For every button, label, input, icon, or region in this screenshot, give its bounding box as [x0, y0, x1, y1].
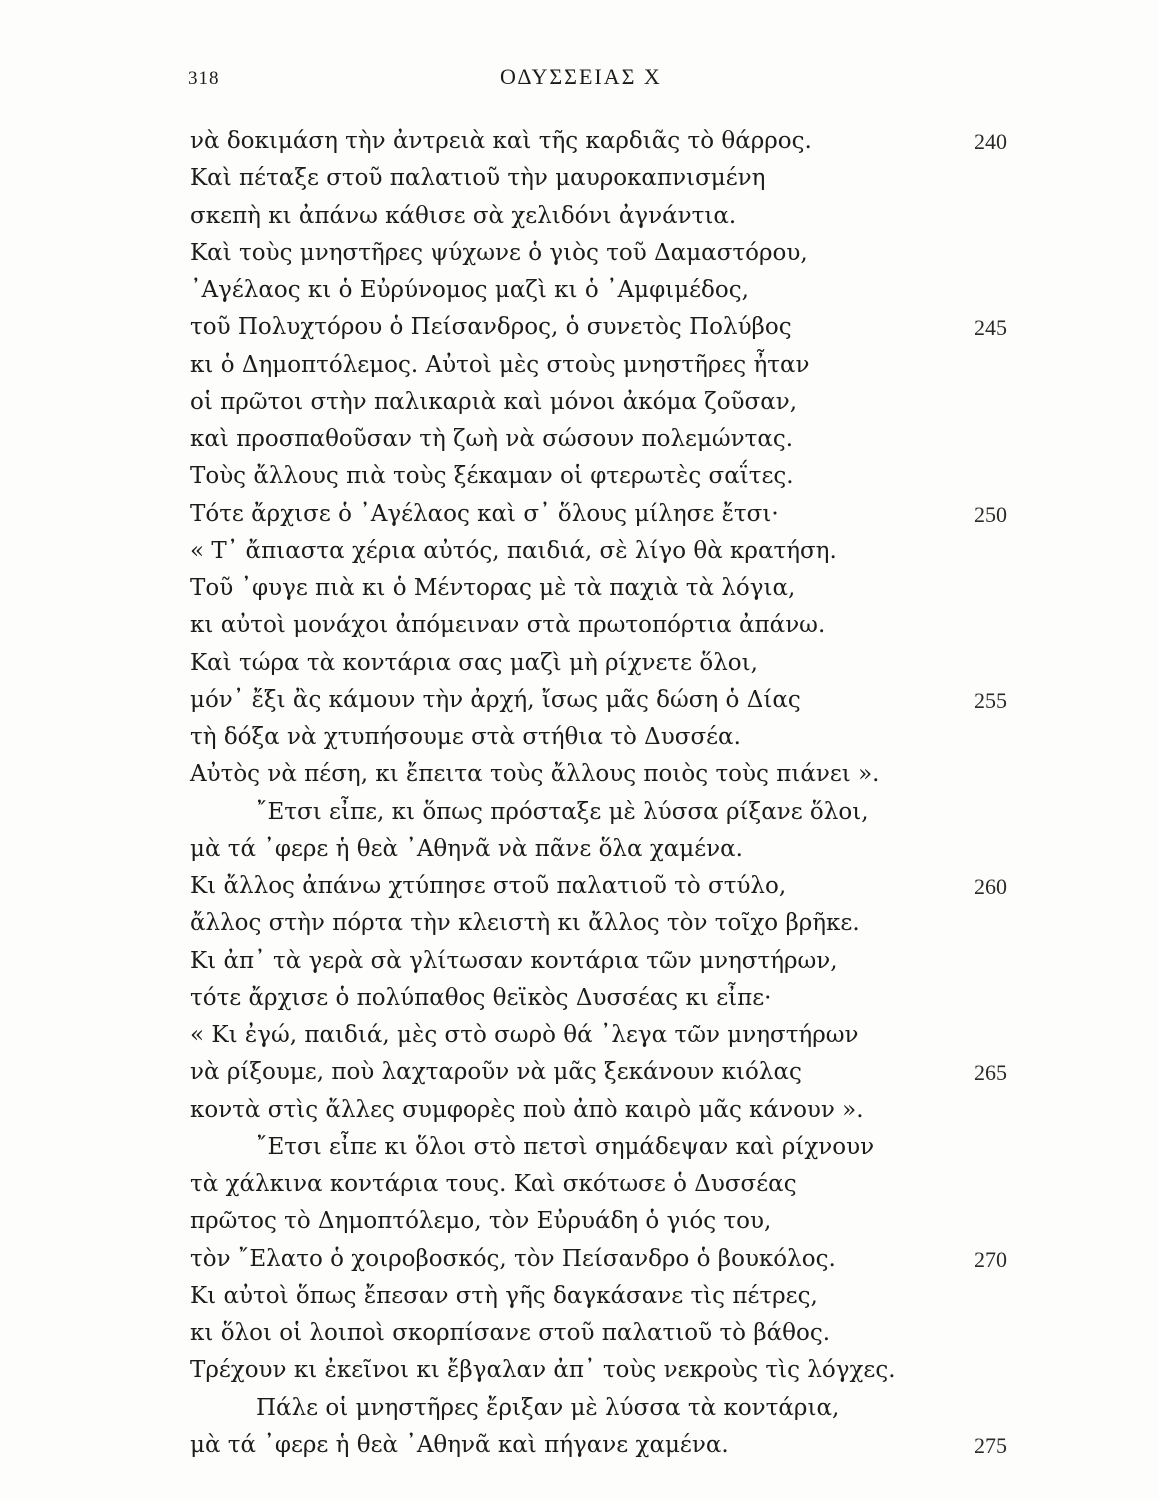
verse-line	[190, 272, 1110, 309]
verse-text: Τοὺς ἄλλους πιὰ τοὺς ξέκαμαν οἱ φτερωτὲς σαΐτες.	[190, 463, 794, 490]
verse-line	[190, 719, 1110, 756]
verse-text: Πάλε οἱ μνηστῆρες ἔριξαν μὲ λύσσα τὰ κοντάρια,	[256, 1394, 840, 1421]
verse-text: τοῦ Πολυχτόρου ὁ Πείσανδρος, ὁ συνετὸς Πολύβος	[190, 314, 792, 341]
verse-text: νὰ δοκιμάση τὴν ἀντρειὰ καὶ τῆς καρδιᾶς τὸ θάρρος.	[190, 128, 812, 154]
verse-line	[190, 458, 1110, 495]
verse-line	[190, 309, 1110, 346]
verse-text: Τοῦ ᾽φυγε πιὰ κι ὁ Μέντορας μὲ τὰ παχιὰ τὰ λόγια,	[190, 575, 796, 601]
verse-text: Κι ἄλλος ἀπάνω χτύπησε στοῦ παλατιοῦ τὸ στύλο,	[190, 873, 787, 899]
verse-line	[190, 1203, 1110, 1240]
verse-line	[190, 682, 1110, 719]
verse-text: καὶ προσπαθοῦσαν τὴ ζωὴ νὰ σώσουν πολεμώντας.	[190, 426, 794, 452]
verse-line	[190, 421, 1110, 458]
verse-line	[190, 198, 1110, 235]
verse-line	[190, 160, 1110, 197]
verse-line	[190, 905, 1110, 942]
verse-line	[190, 1315, 1110, 1352]
verse-line	[190, 1054, 1110, 1091]
verse-text: σκεπὴ κι ἀπάνω κάθισε σὰ χελιδόνι ἀγνάντια.	[190, 202, 737, 229]
line-number: 245	[974, 315, 1007, 341]
verse-text: νὰ ρίξουμε, ποὺ λαχταροῦν νὰ μᾶς ξεκάνουν κιόλας	[190, 1059, 802, 1086]
verse-line	[190, 1092, 1110, 1129]
verse-line	[190, 347, 1110, 384]
verse-line	[190, 1166, 1110, 1203]
verse-text: ᾽Αγέλαος κι ὁ Εὐρύνομος μαζὶ κι ὁ ᾽Αμφιμέδος,	[190, 277, 749, 303]
verse-line	[190, 496, 1110, 533]
verse-text: Τότε ἄρχισε ὁ ᾽Αγέλαος καὶ σ᾽ ὅλους μίλησε ἔτσι·	[190, 500, 779, 527]
verse-text: Κι αὐτοὶ ὅπως ἔπεσαν στὴ γῆς δαγκάσανε τὶς πέτρες,	[190, 1282, 818, 1309]
verse-text: Καὶ τώρα τὰ κοντάρια σας μαζὶ μὴ ρίχνετε ὅλοι,	[190, 649, 758, 676]
verse-text: τότε ἄρχισε ὁ πολύπαθος θεϊκὸς Δυσσέας κι εἶπε·	[190, 984, 772, 1011]
verse-text: κι ὅλοι οἱ λοιποὶ σκορπίσανε στοῦ παλατιοῦ τὸ βάθος.	[190, 1320, 831, 1346]
verse-line	[190, 1390, 1110, 1427]
verse-line	[190, 533, 1110, 570]
verse-line	[190, 1241, 1110, 1278]
verse-line	[190, 1352, 1110, 1389]
verse-line	[190, 980, 1110, 1017]
verse-text: ἄλλος στὴν πόρτα τὴν κλειστὴ κι ἄλλος τὸν τοῖχο βρῆκε.	[190, 910, 860, 937]
verse-text: τὸν ῎Ελατο ὁ χοιροβοσκός, τὸν Πείσανδρο ὁ βουκόλος.	[190, 1245, 836, 1272]
verse-text: Κι ἀπ᾽ τὰ γερὰ σὰ γλίτωσαν κοντάρια τῶν μνηστήρων,	[190, 947, 838, 974]
verse-line	[190, 570, 1110, 607]
verse-text: κι αὐτοὶ μονάχοι ἀπόμειναν στὰ πρωτοπόρτια ἀπάνω.	[190, 612, 826, 639]
verse-block	[190, 123, 1110, 1464]
verse-line	[190, 943, 1110, 980]
verse-text: τὴ δόξα νὰ χτυπήσουμε στὰ στήθια τὸ Δυσσέα.	[190, 724, 741, 750]
verse-line	[190, 756, 1110, 793]
verse-text: Καὶ τοὺς μνηστῆρες ψύχωνε ὁ γιὸς τοῦ Δαμαστόρου,	[190, 239, 808, 266]
verse-text: Τρέχουν κι ἐκεῖνοι κι ἔβγαλαν ἀπ᾽ τοὺς νεκροὺς τὶς λόγχες.	[190, 1357, 896, 1384]
verse-line	[190, 868, 1110, 905]
verse-text: « Τ᾽ ἄπιαστα χέρια αὐτός, παιδιά, σὲ λίγο θὰ κρατήση.	[190, 537, 837, 564]
verse-text: πρῶτος τὸ Δημοπτόλεμο, τὸν Εὐρυάδη ὁ γιός του,	[190, 1208, 772, 1235]
verse-line	[190, 384, 1110, 421]
verse-line	[190, 1017, 1110, 1054]
line-number: 275	[974, 1432, 1007, 1458]
verse-text: τὰ χάλκινα κοντάρια τους. Καὶ σκότωσε ὁ Δυσσέας	[190, 1171, 797, 1197]
line-number: 240	[974, 129, 1007, 154]
verse-text: μόν᾽ ἔξι ἂς κάμουν τὴν ἀρχή, ἴσως μᾶς δώση ὁ Δίας	[190, 686, 801, 713]
verse-line	[190, 1427, 1110, 1464]
verse-text: « Κι ἐγώ, παιδιά, μὲς στὸ σωρὸ θά ᾽λεγα τῶν μνηστήρων	[190, 1022, 859, 1048]
line-number: 270	[974, 1246, 1007, 1272]
verse-text: Αὐτὸς νὰ πέση, κι ἔπειτα τοὺς ἄλλους ποιὸς τοὺς πιάνει ».	[190, 761, 880, 788]
verse-line	[190, 123, 1110, 160]
verse-line	[190, 607, 1110, 644]
verse-line	[190, 645, 1110, 682]
verse-text: Καὶ πέταξε στοῦ παλατιοῦ τὴν μαυροκαπνισμένη	[190, 165, 766, 192]
line-number: 260	[974, 874, 1007, 899]
verse-text: κι ὁ Δημοπτόλεμος. Αὐτοὶ μὲς στοὺς μνηστῆρες ἦταν	[190, 351, 810, 378]
page-number: 318	[188, 68, 220, 89]
verse-line	[190, 1278, 1110, 1315]
verse-text: οἱ πρῶτοι στὴν παλικαριὰ καὶ μόνοι ἀκόμα ζοῦσαν,	[190, 388, 798, 415]
verse-text: μὰ τά ᾽φερε ἡ θεὰ ᾽Αθηνᾶ καὶ πήγανε χαμένα.	[190, 1431, 729, 1458]
verse-text: ῎Ετσι εἶπε κι ὅλοι στὸ πετσὶ σημάδεψαν καὶ ρίχνουν	[256, 1133, 875, 1160]
verse-text: μὰ τά ᾽φερε ἡ θεὰ ᾽Αθηνᾶ νὰ πᾶνε ὅλα χαμένα.	[190, 835, 743, 862]
verse-line	[190, 794, 1110, 831]
line-number: 255	[974, 687, 1007, 713]
verse-line	[190, 831, 1110, 868]
verse-text: κοντὰ στὶς ἄλλες συμφορὲς ποὺ ἀπὸ καιρὸ μᾶς κάνουν ».	[190, 1096, 864, 1123]
verse-text: ῎Ετσι εἶπε, κι ὅπως πρόσταξε μὲ λύσσα ρίξανε ὅλοι,	[256, 798, 869, 825]
line-number: 250	[974, 501, 1007, 527]
running-title: ΟΔΥΣΣΕΙΑΣ Χ	[500, 64, 662, 89]
verse-line	[190, 1129, 1110, 1166]
line-number: 265	[974, 1060, 1007, 1086]
verse-line	[190, 235, 1110, 272]
